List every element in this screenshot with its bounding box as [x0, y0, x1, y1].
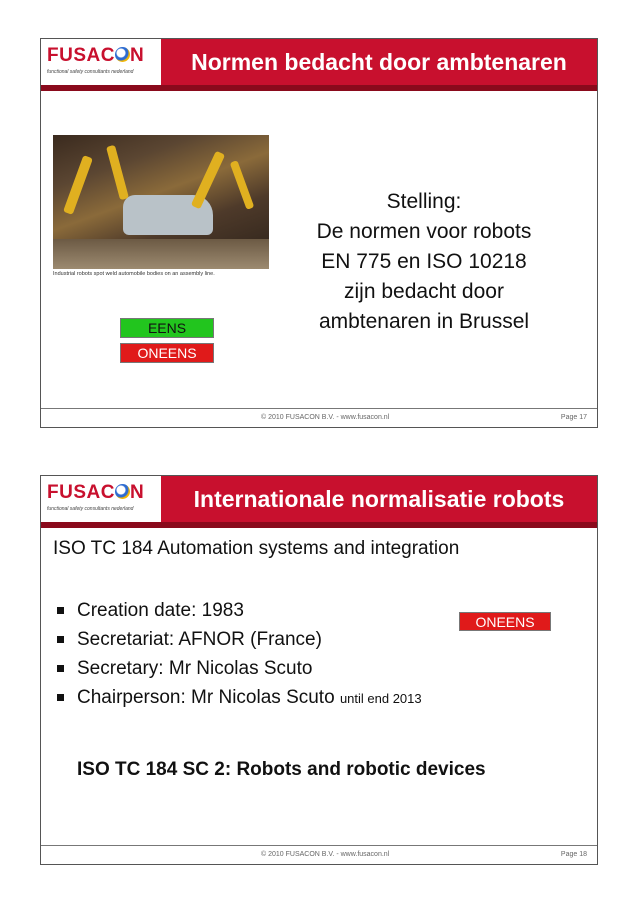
committee-heading: ISO TC 184 Automation systems and integration: [53, 538, 460, 559]
photo-caption: Industrial robots spot weld automobile bodies on an assembly line.: [53, 271, 215, 277]
chair-term-note: until end 2013: [339, 691, 422, 706]
footer-copyright: © 2010 FUSACON B.V. - www.fusacon.nl: [261, 414, 390, 421]
fusacon-logo: [41, 39, 161, 85]
logo-o-icon: [115, 484, 130, 499]
logo-wordmark: FUSAC N: [47, 45, 145, 66]
list-item: Secretary: Mr Nicolas Scuto: [55, 654, 422, 683]
title-underline: [41, 85, 597, 91]
committee-details-list: [55, 596, 422, 713]
footer-page-number: Page 18: [560, 851, 587, 858]
fusacon-logo: [41, 476, 161, 522]
stelling-line: zijn bedacht door: [344, 280, 504, 303]
slide-footer: [41, 408, 597, 427]
slide-footer: [41, 845, 597, 864]
list-item: Creation date: 1983: [55, 596, 422, 625]
slide-17: [40, 38, 598, 428]
stelling-line: De normen voor robots: [316, 220, 532, 243]
list-item: Secretariat: AFNOR (France): [55, 625, 422, 654]
footer-copyright: © 2010 FUSACON B.V. - www.fusacon.nl: [261, 851, 390, 858]
slide-title: Normen bedacht door ambtenaren: [161, 39, 597, 85]
oneens-button[interactable]: ONEENS: [459, 612, 551, 631]
title-underline: [41, 522, 597, 528]
oneens-button[interactable]: ONEENS: [120, 343, 214, 363]
logo-tagline: functional safety consultants nederland: [47, 69, 134, 75]
logo-tagline: functional safety consultants nederland: [47, 506, 134, 512]
eens-button[interactable]: EENS: [120, 318, 214, 338]
logo-wordmark: FUSAC N: [47, 482, 145, 503]
list-item: Chairperson: Mr Nicolas Scuto until end 2013: [55, 683, 422, 713]
slide-18: [40, 475, 598, 865]
stelling-line: Stelling:: [386, 190, 462, 213]
footer-page-number: Page 17: [560, 414, 587, 421]
stelling-text: [289, 187, 559, 337]
stelling-line: EN 775 en ISO 10218: [321, 250, 527, 273]
title-bar: [41, 476, 597, 522]
stelling-line: ambtenaren in Brussel: [318, 310, 530, 333]
title-bar: [41, 39, 597, 85]
subcommittee-title: ISO TC 184 SC 2: Robots and robotic devices: [77, 759, 486, 780]
slide-title: Internationale normalisatie robots: [161, 476, 597, 522]
robot-assembly-photo: [53, 135, 269, 269]
logo-o-icon: [115, 47, 130, 62]
